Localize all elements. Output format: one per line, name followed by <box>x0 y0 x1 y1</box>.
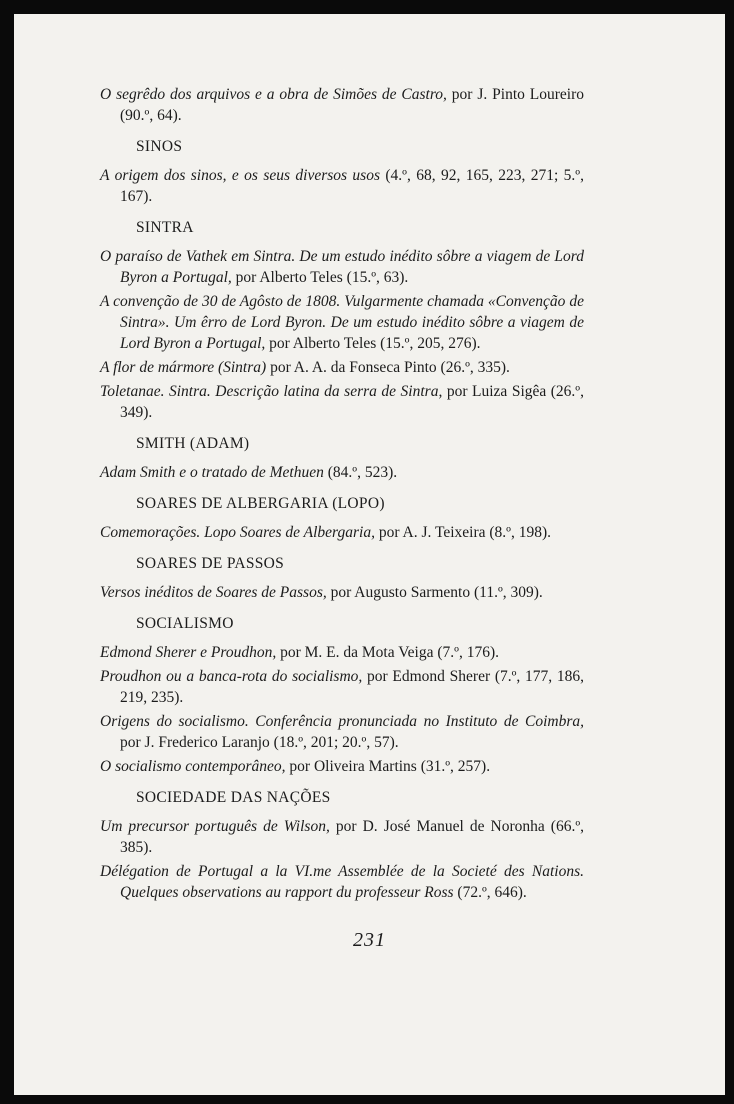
entry-reference: por A. J. Teixeira (8.º, 198). <box>374 524 552 541</box>
entry-title: Adam Smith e o tratado de Methuen <box>100 464 324 481</box>
entry-title: A convenção de 30 de Agôsto de 1808. Vulgarmente chamada «Convenção de Sintra». Um êrro de Lord Byron. De um estudo inédito sôbre a viagem de Lord Byron a Portugal, <box>100 293 584 352</box>
index-entry <box>100 357 584 378</box>
entry-reference: por Alberto Teles (15.º, 63). <box>231 269 409 286</box>
section-heading: SOARES DE ALBERGARIA (LOPO) <box>136 495 385 512</box>
section-heading: SINTRA <box>136 219 194 236</box>
index-entry <box>100 642 584 663</box>
index-entry <box>100 582 584 603</box>
entry-reference: (72.º, 646). <box>453 884 527 901</box>
section-heading: SOCIEDADE DAS NAÇÕES <box>136 789 331 806</box>
entry-title: Versos inéditos de Soares de Passos, <box>100 584 327 601</box>
entry-reference: por M. E. da Mota Veiga (7.º, 176). <box>276 644 499 661</box>
entry-title: Um precursor português de Wilson, <box>100 818 330 835</box>
entry-reference: por Edmond Sherer (7.º, 177, 186, 219, 235). <box>120 668 584 706</box>
index-entry <box>100 381 584 423</box>
entry-title: O segrêdo dos arquivos e a obra de Simões de Castro, <box>100 86 447 103</box>
index-entry <box>100 711 584 753</box>
entry-reference: por Oliveira Martins (31.º, 257). <box>285 758 491 775</box>
index-entry <box>100 291 584 354</box>
entry-title: A origem dos sinos, e os seus diversos usos <box>100 167 380 184</box>
entry-title: Edmond Sherer e Proudhon, <box>100 644 277 661</box>
entry-reference: por J. Pinto Loureiro (90.º, 64). <box>120 86 584 124</box>
entry-title: Délégation de Portugal a la VI.me Assemblée de la Societé des Nations. Quelques observations au rapport du professeur Ross <box>100 863 584 901</box>
entry-title: Proudhon ou a banca-rota do socialismo, <box>100 668 363 685</box>
section-heading: SOCIALISMO <box>136 615 234 632</box>
index-entry <box>100 666 584 708</box>
section-heading: SINOS <box>136 138 183 155</box>
entry-title: Origens do socialismo. Conferência pronunciada no Instituto de Coimbra, <box>100 713 584 730</box>
entry-title: O socialismo contemporâneo, <box>100 758 286 775</box>
entry-reference: por Augusto Sarmento (11.º, 309). <box>326 584 543 601</box>
index-entry <box>100 84 584 126</box>
entry-reference: por Luiza Sigêa (26.º, 349). <box>120 383 584 421</box>
index-entry <box>100 816 584 858</box>
page-number: 231 <box>353 929 386 951</box>
entry-title: A flor de mármore (Sintra) <box>100 359 267 376</box>
entry-title: Comemorações. Lopo Soares de Albergaria, <box>100 524 375 541</box>
entry-reference: (4.º, 68, 92, 165, 223, 271; 5.º, 167). <box>120 167 584 205</box>
index-entry <box>100 861 584 903</box>
index-entry <box>100 756 584 777</box>
entry-title: Toletanae. Sintra. Descrição latina da serra de Sintra, <box>100 383 443 400</box>
entry-reference: por D. José Manuel de Noronha (66.º, 385). <box>120 818 585 856</box>
book-page <box>14 14 725 1095</box>
section-heading: SMITH (ADAM) <box>136 435 250 452</box>
index-entry <box>100 462 584 483</box>
entry-reference: por Alberto Teles (15.º, 205, 276). <box>265 335 481 352</box>
index-entry <box>100 165 584 207</box>
entry-title: O paraíso de Vathek em Sintra. De um estudo inédito sôbre a viagem de Lord Byron a Portugal, <box>100 248 584 286</box>
section-heading: SOARES DE PASSOS <box>136 555 285 572</box>
entry-reference: por A. A. da Fonseca Pinto (26.º, 335). <box>266 359 510 376</box>
index-entry <box>100 522 584 543</box>
index-content <box>100 84 584 906</box>
entry-reference: por J. Frederico Laranjo (18.º, 201; 20.º, 57). <box>120 734 399 751</box>
entry-reference: (84.º, 523). <box>323 464 398 481</box>
index-entry <box>100 246 584 288</box>
